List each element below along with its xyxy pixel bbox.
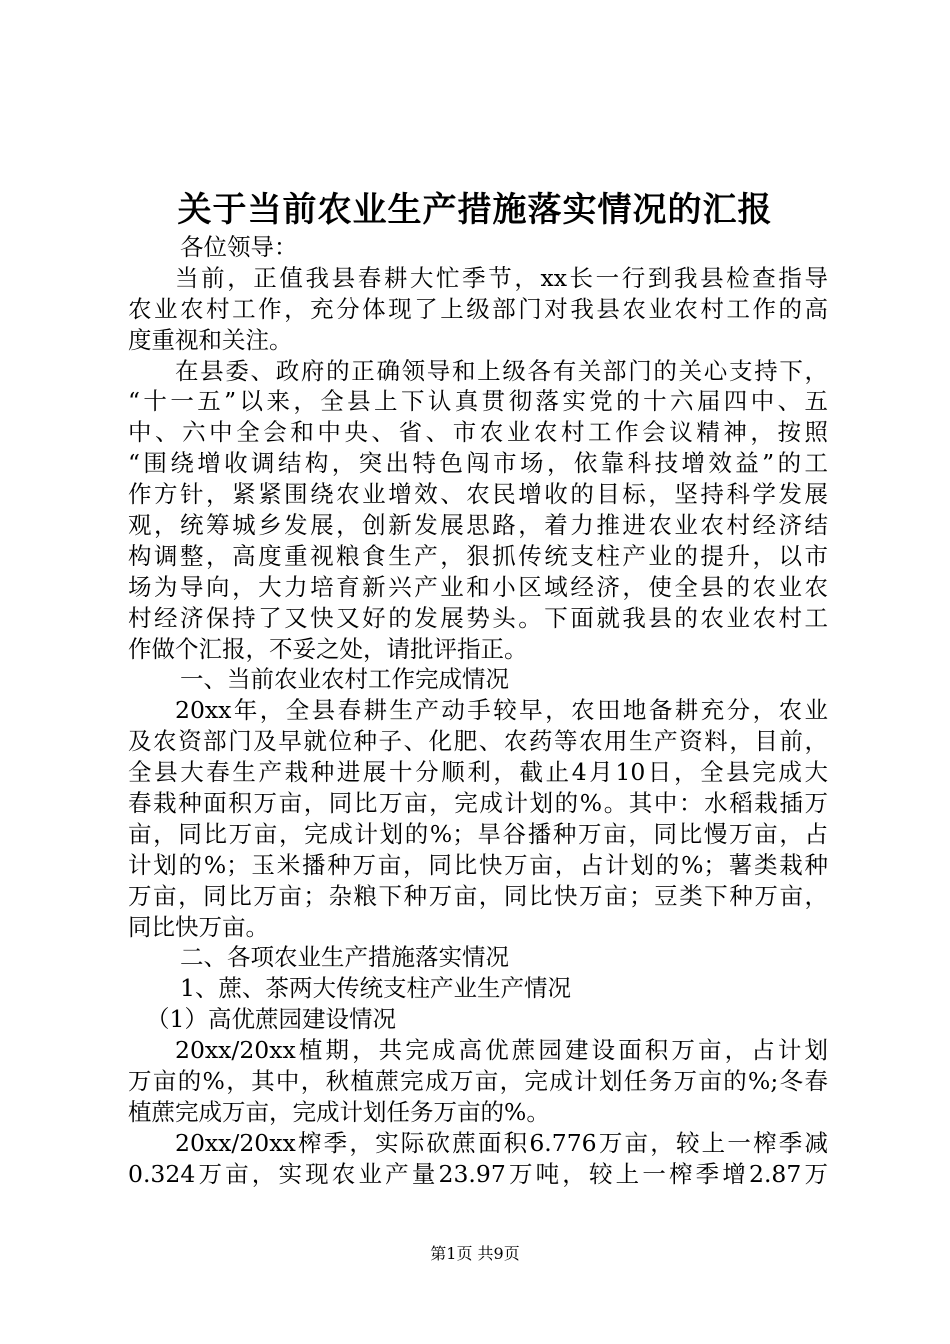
text-line: 全县大春生产栽种进展十分顺利，截止4月10日，全县完成大 (128, 758, 828, 787)
text-line: 及农资部门及早就位种子、化肥、农药等农用生产资料，目前， (128, 727, 828, 756)
text-line: 当前，正值我县春耕大忙季节，xx长一行到我县检查指导 (175, 263, 828, 292)
text-line: 一、当前农业农村工作完成情况 (180, 665, 509, 694)
text-line: 村经济保持了又快又好的发展势头。下面就我县的农业农村工 (128, 603, 828, 632)
text-line: 二、各项农业生产措施落实情况 (180, 943, 509, 972)
document-body (128, 232, 828, 1190)
text-line: 观，统筹城乡发展，创新发展思路，着力推进农业农村经济结 (128, 511, 828, 540)
text-line: 0.324万亩，实现农业产量23.97万吨，较上一榨季增2.87万 (128, 1159, 828, 1188)
text-line: 作方针，紧紧围绕农业增效、农民增收的目标，坚持科学发展 (128, 480, 828, 509)
text-line: 农业农村工作，充分体现了上级部门对我县农业农村工作的高 (128, 294, 828, 323)
text-line: 20xx/20xx榨季，实际砍蔗面积6.776万亩，较上一榨季减 (175, 1128, 828, 1157)
text-line: （1）高优蔗园建设情况 (146, 1005, 396, 1034)
text-line: “十一五”以来，全县上下认真贯彻落实党的十六届四中、五 (128, 387, 828, 416)
document-title: 关于当前农业生产措施落实情况的汇报 (177, 190, 773, 230)
text-line: 万亩，同比万亩；杂粮下种万亩，同比快万亩；豆类下种万亩， (128, 881, 828, 910)
text-line: 春栽种面积万亩，同比万亩，完成计划的%。其中：水稻栽插万 (128, 789, 828, 818)
text-line: 中、六中全会和中央、省、市农业农村工作会议精神，按照 (128, 418, 828, 447)
text-line: 1、蔗、茶两大传统支柱产业生产情况 (180, 974, 571, 1003)
text-line: 各位领导： (180, 233, 298, 261)
text-line: 场为导向，大力培育新兴产业和小区域经济，使全县的农业农 (128, 572, 828, 601)
text-line: 同比快万亩。 (128, 912, 269, 941)
page-footer: 第1页 共9页 (430, 1244, 520, 1263)
text-line: 构调整，高度重视粮食生产，狠抓传统支柱产业的提升，以市 (128, 541, 828, 570)
text-line: 作做个汇报，不妥之处，请批评指正。 (128, 634, 528, 663)
text-line: 20xx/20xx植期，共完成高优蔗园建设面积万亩，占计划 (175, 1036, 828, 1065)
text-line: “围绕增收调结构，突出特色闯市场，依靠科技增效益”的工 (128, 449, 828, 478)
text-line: 植蔗完成万亩，完成计划任务万亩的%。 (128, 1097, 550, 1126)
text-line: 计划的%；玉米播种万亩，同比快万亩，占计划的%；薯类栽种 (128, 850, 828, 879)
text-line: 万亩的%，其中，秋植蔗完成万亩，完成计划任务万亩的%;冬春 (128, 1067, 828, 1096)
text-line: 在县委、政府的正确领导和上级各有关部门的关心支持下， (175, 356, 828, 385)
text-line: 20xx年，全县春耕生产动手较早，农田地备耕充分，农业 (175, 696, 828, 725)
text-line: 度重视和关注。 (128, 325, 293, 354)
text-line: 亩，同比万亩，完成计划的%；旱谷播种万亩，同比慢万亩，占 (128, 819, 828, 848)
